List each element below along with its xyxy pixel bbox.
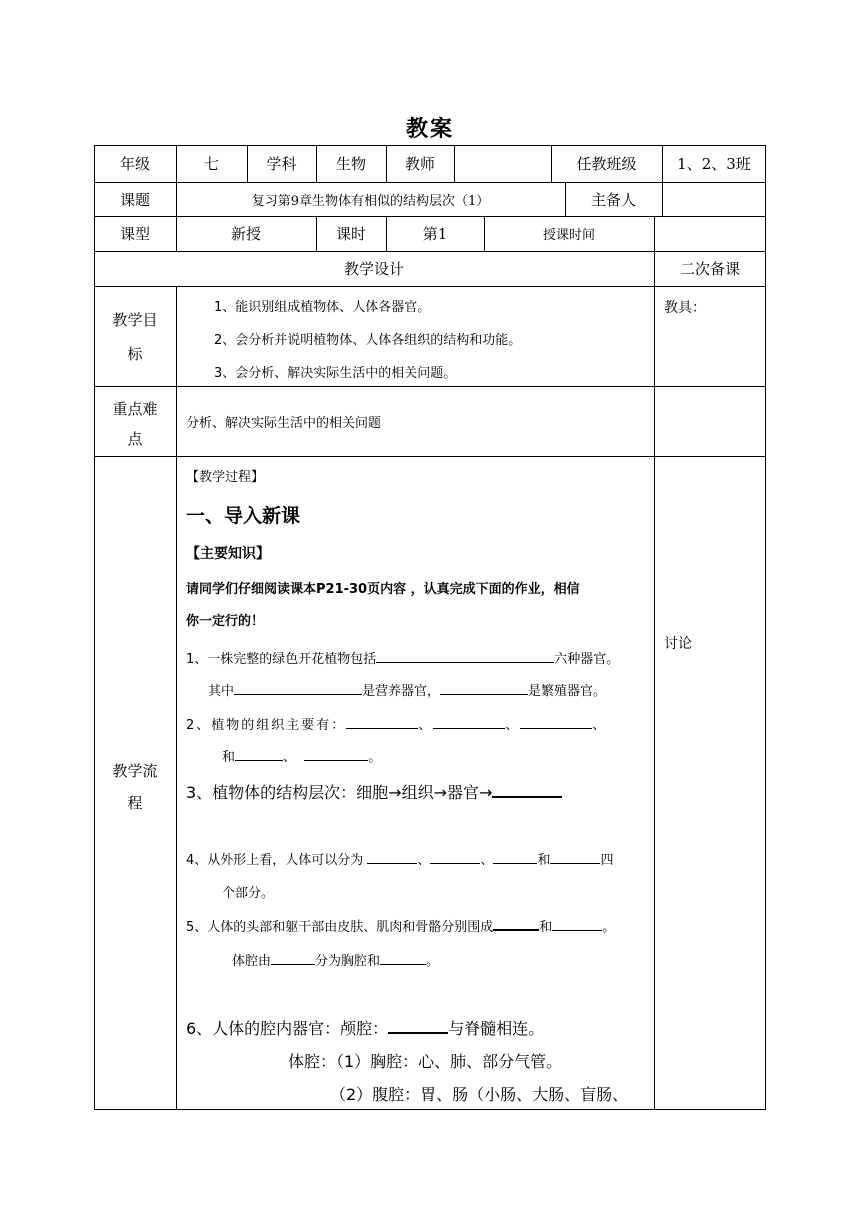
- text-segment: 、: [418, 718, 434, 733]
- class-value: 1、2、3班: [677, 155, 751, 173]
- fill-blank: [346, 716, 418, 729]
- text-segment: 5、人体的头部和躯干部由皮肤、肌肉和骨骼分别围成: [186, 920, 494, 935]
- period-value: 第1: [422, 225, 448, 243]
- teacher-value: [454, 145, 551, 182]
- type-label: 课型: [119, 225, 150, 243]
- text-segment: 与脊髓相连。: [448, 1019, 545, 1038]
- goal-item-2: 2、会分析并说明植物体、人体各组织的结构和功能。: [214, 333, 522, 348]
- question-1-cont: [208, 680, 606, 699]
- text-segment: 3、植物体的结构层次：细胞→组织→器官→: [186, 783, 493, 802]
- goals-label-line1: 教学目: [112, 310, 158, 329]
- fill-blank: [552, 918, 602, 931]
- text-segment: 6、人体的腔内器官：颅腔：: [186, 1019, 389, 1038]
- fill-blank: [380, 952, 426, 965]
- fill-blank: [493, 851, 537, 864]
- question-4: [186, 849, 613, 868]
- question-6: [186, 1016, 544, 1039]
- instruction-line-1: 请同学们仔细阅读课本P21-30页内容 ，认真完成下面的作业，相信: [186, 582, 580, 597]
- fill-blank: [388, 1020, 448, 1034]
- text-segment: 、: [417, 853, 431, 868]
- second-prep-heading: 二次备课: [679, 260, 740, 278]
- goals-label-line2: 标: [127, 344, 143, 363]
- column-divider: [654, 216, 655, 1110]
- text-segment: 四: [600, 853, 614, 868]
- fill-blank: [440, 682, 528, 695]
- process-heading: 【教学过程】: [186, 470, 265, 485]
- discuss-note: 讨论: [664, 636, 692, 652]
- text-segment: 。: [426, 954, 440, 969]
- question-5: [186, 916, 615, 935]
- question-1: [186, 648, 619, 667]
- subject-value: 生物: [335, 155, 366, 173]
- period-label: 课时: [335, 225, 366, 243]
- question-6-cont-2: （2）腹腔：胃、肠（小肠、大肠、盲肠、: [330, 1085, 629, 1104]
- text-segment: 六种器官。: [554, 652, 620, 667]
- text-segment: 、: [283, 750, 297, 765]
- type-value: 新授: [230, 225, 261, 243]
- column-divider: [176, 286, 177, 1110]
- class-label: 任教班级: [576, 155, 637, 173]
- text-segment: 。: [602, 920, 616, 935]
- fill-blank: [520, 716, 592, 729]
- flow-label-line2: 程: [127, 793, 143, 812]
- design-heading: 教学设计: [343, 260, 404, 278]
- time-value: [654, 216, 766, 251]
- row-divider: [94, 286, 766, 287]
- fill-blank: [376, 650, 554, 663]
- fill-blank: [493, 917, 539, 931]
- fill-blank: [550, 851, 600, 864]
- keypoints-label-line2: 点: [127, 429, 143, 448]
- text-segment: 2、植物的组织主要有：: [186, 718, 347, 733]
- grade-value: 七: [203, 155, 219, 173]
- text-segment: 是营养器官，: [362, 684, 441, 699]
- text-segment: 和: [222, 750, 236, 765]
- fill-blank: [234, 682, 362, 695]
- text-segment: 。: [368, 750, 382, 765]
- text-segment: 4、从外形上看，人体可以分为: [186, 853, 364, 868]
- preparer-label: 主备人: [590, 190, 636, 209]
- instruction-line-2: 你一定行的！: [186, 614, 265, 629]
- text-segment: 和: [537, 853, 551, 868]
- row-divider: [94, 456, 766, 457]
- question-2: [186, 714, 607, 733]
- goal-item-1: 1、能识别组成植物体、人体各器官。: [214, 300, 431, 315]
- knowledge-heading: 【主要知识】: [186, 546, 270, 562]
- tools-label: 教具：: [664, 300, 706, 316]
- keypoints-text: 分析、解决实际生活中的相关问题: [186, 416, 382, 431]
- text-segment: 体腔由: [232, 954, 272, 969]
- fill-blank: [271, 952, 315, 965]
- topic-label: 课题: [119, 190, 150, 209]
- question-3: [186, 780, 562, 803]
- text-segment: 1、一株完整的绿色开花植物包括: [186, 652, 377, 667]
- text-segment: 、: [505, 718, 521, 733]
- text-segment: 和: [539, 920, 553, 935]
- teacher-label: 教师: [404, 155, 435, 173]
- fill-blank: [235, 748, 283, 761]
- question-2-cont: [222, 746, 381, 765]
- fill-blank: [367, 851, 417, 864]
- fill-blank: [492, 784, 562, 798]
- fill-blank: [304, 748, 368, 761]
- topic-value: 复习第9章生物体有相似的结构层次（1）: [251, 193, 490, 209]
- goal-item-3: 3、会分析、解决实际生活中的相关问题。: [214, 366, 457, 381]
- fill-blank: [430, 851, 480, 864]
- text-segment: 分为胸腔和: [315, 954, 381, 969]
- row-divider: [94, 386, 766, 387]
- text-segment: 其中: [208, 684, 235, 699]
- section-heading: 一、导入新课: [186, 505, 301, 527]
- question-6-cont-1: 体腔：（1）胸腔：心、肺、部分气管。: [288, 1052, 563, 1071]
- document-title: 教案: [405, 116, 454, 142]
- preparer-value: [662, 182, 766, 216]
- text-segment: 、: [480, 853, 494, 868]
- flow-label-line1: 教学流: [112, 761, 158, 780]
- question-4-cont: 个部分。: [222, 886, 275, 901]
- question-5-cont: [232, 950, 439, 969]
- time-label: 授课时间: [542, 228, 595, 243]
- keypoints-label-line1: 重点难: [112, 399, 158, 418]
- grade-label: 年级: [119, 155, 150, 173]
- text-segment: 、: [592, 718, 608, 733]
- fill-blank: [433, 716, 505, 729]
- text-segment: 是繁殖器官。: [528, 684, 607, 699]
- subject-label: 学科: [266, 155, 297, 173]
